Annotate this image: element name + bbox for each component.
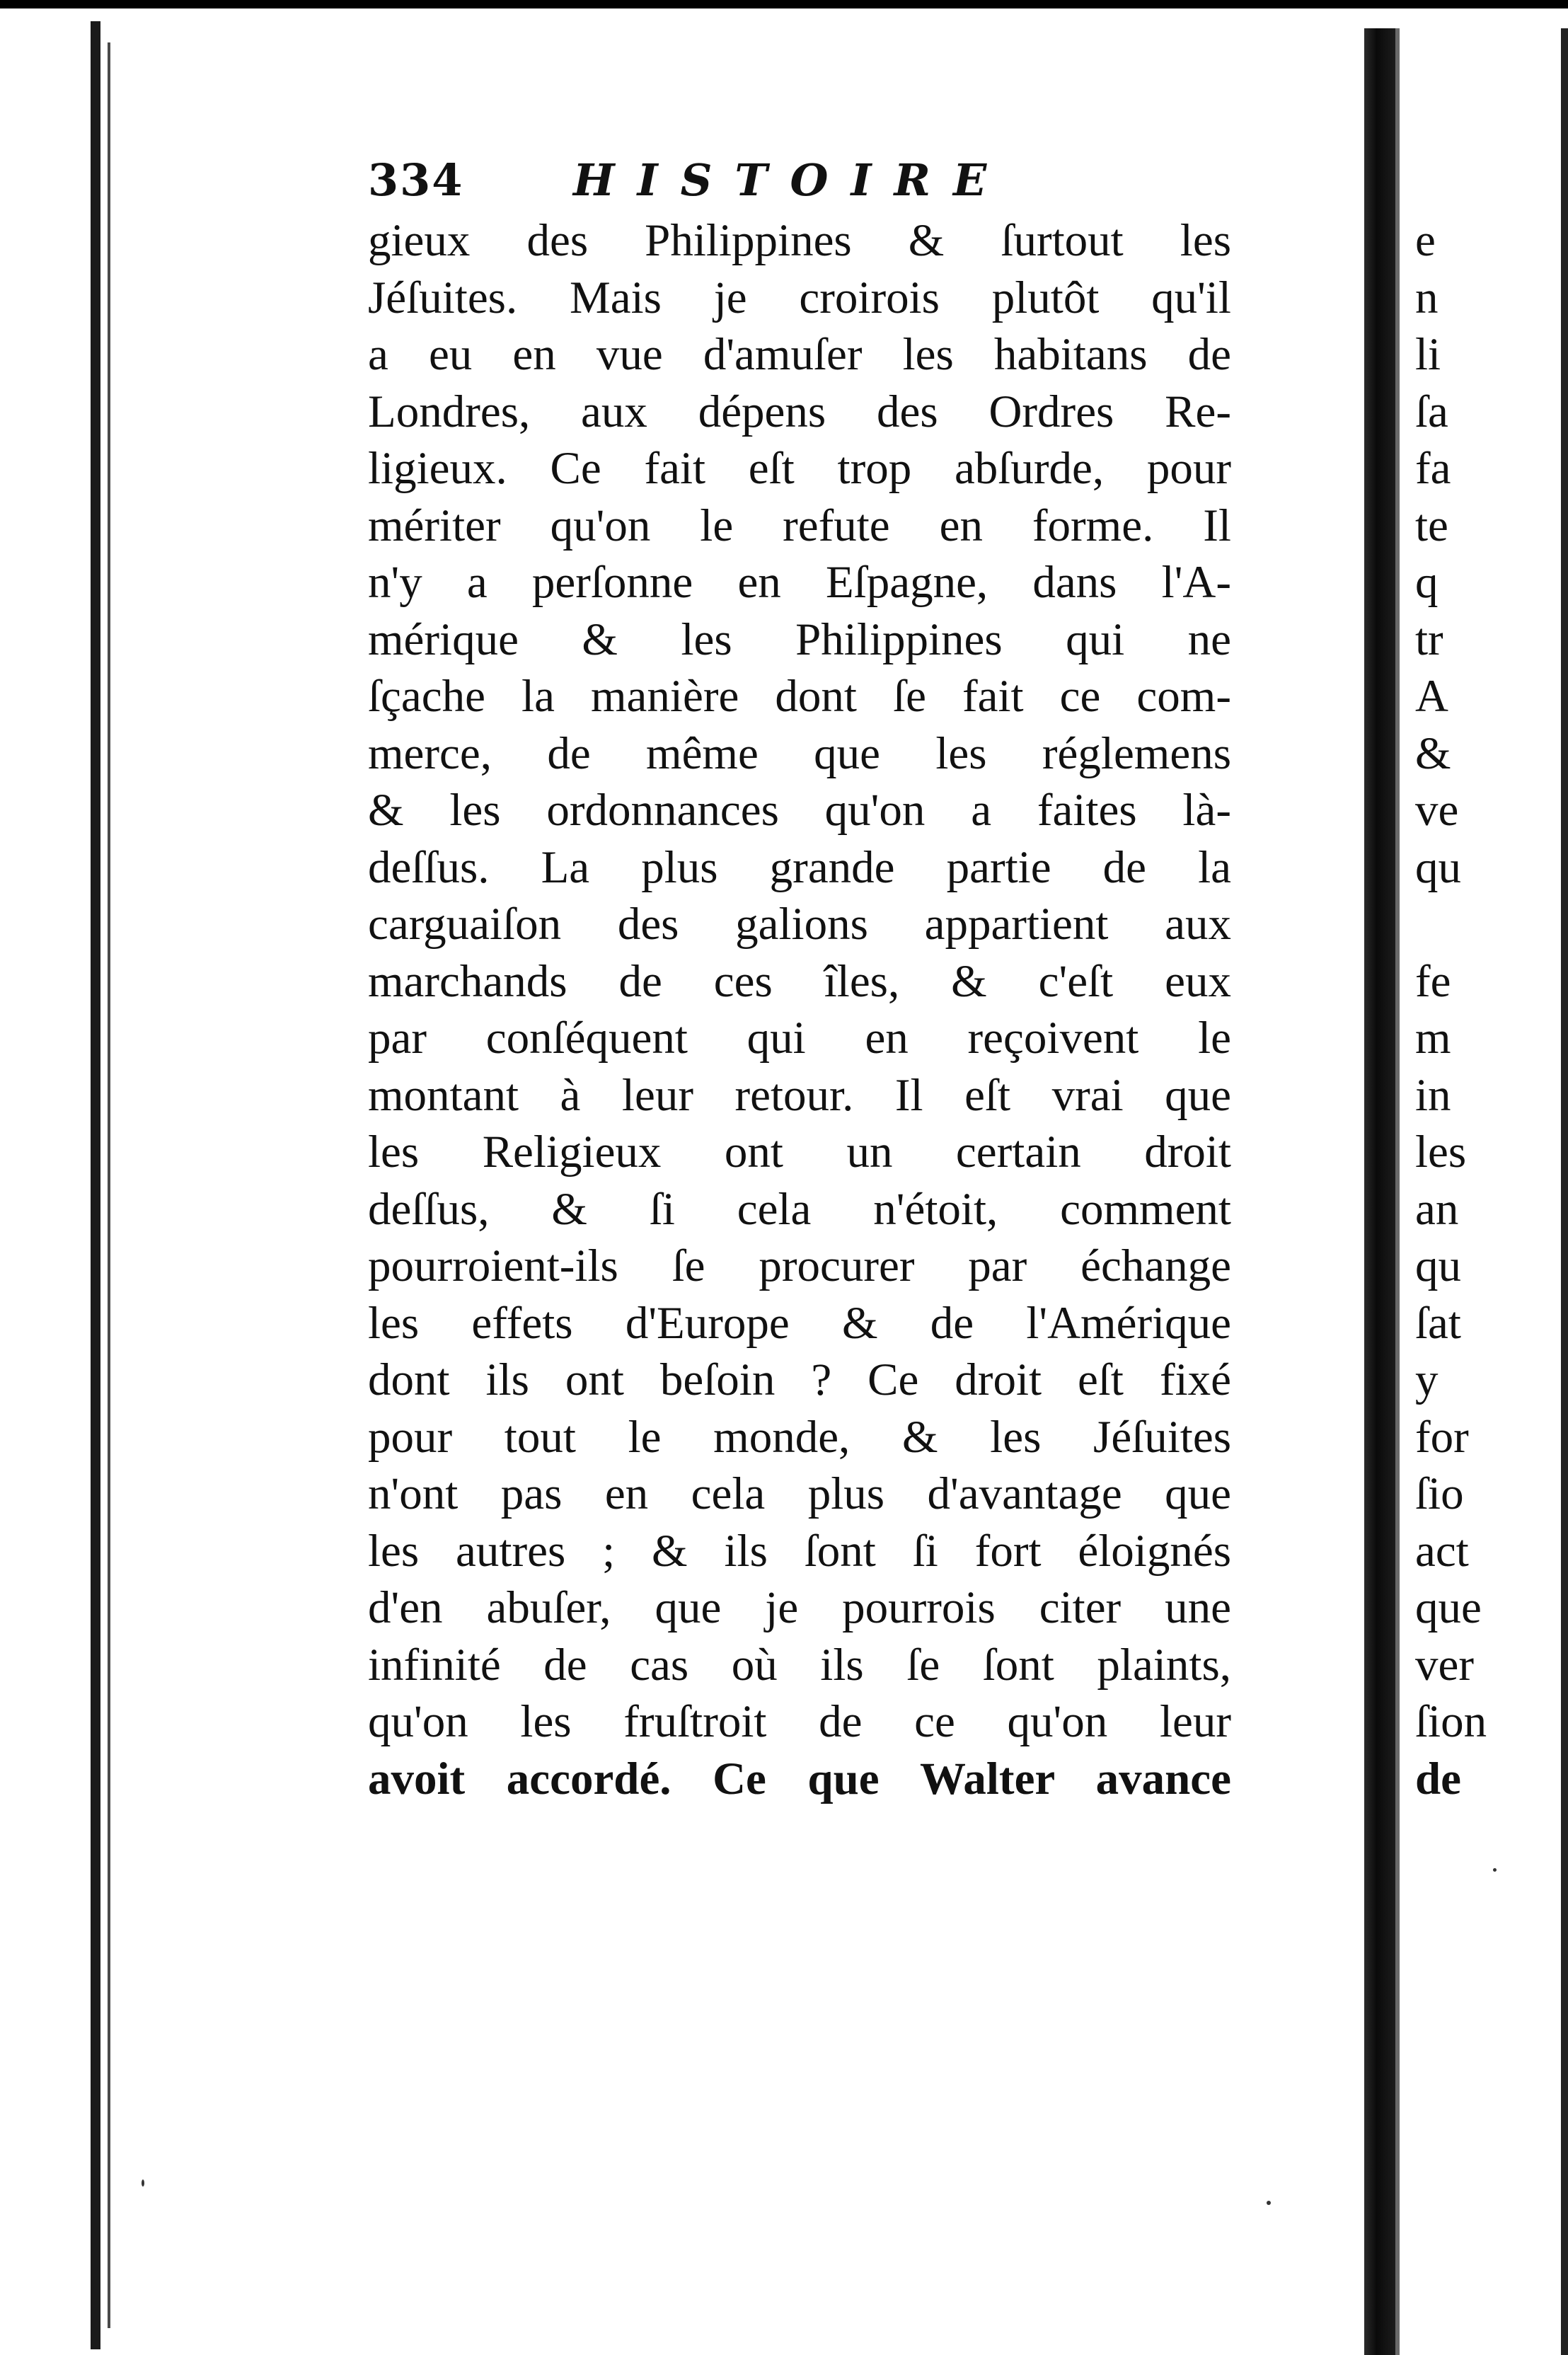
right-page-line-fragment: for [1415, 1411, 1469, 1463]
running-head [368, 154, 1288, 211]
left-page-edge [91, 21, 100, 2349]
right-page-line-fragment: qu [1415, 841, 1461, 893]
right-page-line-fragment: qu [1415, 1240, 1461, 1291]
book-spine [1364, 28, 1395, 2355]
right-page-line-fragment: te [1415, 500, 1448, 551]
text-line: gieux des Philippines & ſurtout les [368, 215, 1231, 266]
text-line: d'en abuſer, que je pourrois citer une [368, 1582, 1231, 1633]
right-page-line-fragment: ſat [1415, 1297, 1461, 1349]
left-page-inner-edge [108, 42, 110, 2328]
text-line: deſſus, & ſi cela n'étoit, comment [368, 1183, 1231, 1235]
running-title: HISTOIRE [573, 154, 1010, 206]
right-page-line-fragment: ſio [1415, 1468, 1464, 1519]
text-line: carguaiſon des galions appartient aux [368, 899, 1231, 950]
right-page-line-fragment: li [1415, 329, 1441, 380]
text-line: mériter qu'on le refute en forme. Il [368, 500, 1231, 551]
right-page-line-fragment: act [1415, 1525, 1469, 1577]
right-page-line-fragment: fa [1415, 443, 1451, 494]
right-page-line-fragment: ſa [1415, 386, 1448, 437]
text-line: avoit accordé. Ce que Walter avance [368, 1753, 1231, 1804]
right-page-line-fragment [1415, 896, 1568, 953]
text-line: marchands de ces îles, & c'eſt eux [368, 955, 1231, 1007]
right-page-line-fragment: an [1415, 1183, 1459, 1235]
right-page-line-fragment: les [1415, 1127, 1467, 1178]
right-page-text [1415, 212, 1568, 1807]
text-line: a eu en vue d'amuſer les habitans de [368, 329, 1231, 380]
text-line: montant à leur retour. Il eſt vrai que [368, 1069, 1231, 1121]
text-line: ſçache la manière dont ſe fait ce com- [368, 671, 1231, 722]
text-line: les effets d'Europe & de l'Amérique [368, 1297, 1231, 1349]
text-line: n'ont pas en cela plus d'avantage que [368, 1468, 1231, 1519]
text-line: ligieux. Ce fait eſt trop abſurde, pour [368, 443, 1231, 494]
scan-speck [142, 2180, 144, 2187]
right-page-line-fragment: fe [1415, 955, 1451, 1007]
text-line: les autres ; & ils ſont ſi fort éloignés [368, 1525, 1231, 1577]
text-line: & les ordonnances qu'on a faites là- [368, 785, 1231, 836]
scan-speck [1493, 1868, 1497, 1872]
right-page-line-fragment: ve [1415, 785, 1459, 836]
right-page-line-fragment: q [1415, 557, 1439, 608]
right-page-line-fragment: A [1415, 671, 1448, 722]
right-page-line-fragment: de [1415, 1753, 1461, 1804]
right-page-line-fragment: que [1415, 1582, 1482, 1633]
text-line: par conſéquent qui en reçoivent le [368, 1013, 1231, 1064]
right-page-line-fragment: & [1415, 727, 1451, 779]
right-page-line-fragment: ſion [1415, 1696, 1487, 1747]
text-line: pour tout le monde, & les Jéſuites [368, 1411, 1231, 1463]
text-line: n'y a perſonne en Eſpagne, dans l'A- [368, 557, 1231, 608]
right-page-line-fragment: e [1415, 215, 1436, 266]
text-line: dont ils ont beſoin ? Ce droit eſt fixé [368, 1354, 1231, 1405]
text-line: merce, de même que les réglemens [368, 727, 1231, 779]
right-page-line-fragment: y [1415, 1354, 1439, 1405]
text-line: Londres, aux dépens des Ordres Re- [368, 386, 1231, 437]
right-page-line-fragment: tr [1415, 614, 1443, 665]
right-page-line-fragment: ver [1415, 1639, 1474, 1691]
text-line: qu'on les fruſtroit de ce qu'on leur [368, 1696, 1231, 1747]
right-page-line-fragment: m [1415, 1013, 1451, 1064]
text-line: mérique & les Philippines qui ne [368, 614, 1231, 665]
text-line: pourroient-ils ſe procurer par échange [368, 1240, 1231, 1291]
right-page-line-fragment: in [1415, 1069, 1451, 1121]
body-text [368, 212, 1231, 1807]
text-line: deſſus. La plus grande partie de la [368, 841, 1231, 893]
text-line: infinité de cas où ils ſe ſont plaints, [368, 1639, 1231, 1691]
text-line: les Religieux ont un certain droit [368, 1127, 1231, 1178]
right-page-line-fragment: n [1415, 272, 1439, 323]
text-line: Jéſuites. Mais je croirois plutôt qu'il [368, 272, 1231, 323]
scan-speck [1267, 2201, 1271, 2205]
page-number: 334 [368, 154, 464, 206]
